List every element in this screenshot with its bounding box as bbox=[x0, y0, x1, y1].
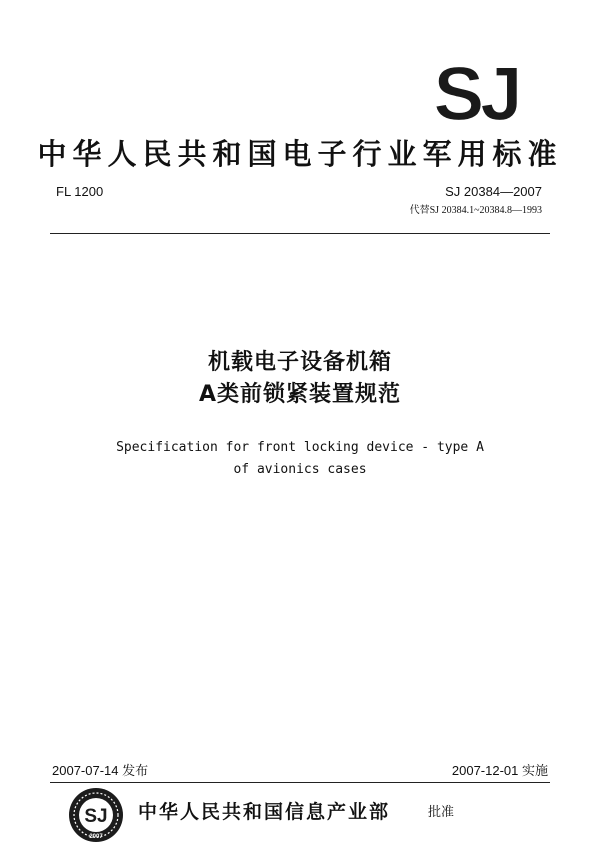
approval-label: 批准 bbox=[428, 805, 455, 820]
sj-logo-icon bbox=[428, 60, 524, 126]
standard-number: SJ 20384—2007 bbox=[445, 184, 542, 199]
english-title-line-1: Specification for front locking device - type A bbox=[116, 440, 484, 455]
header-divider bbox=[50, 233, 550, 234]
chinese-title-line-1: 机载电子设备机箱 bbox=[207, 350, 392, 375]
footer-divider bbox=[50, 782, 550, 783]
issuing-ministry: 中华人民共和国信息产业部 bbox=[138, 801, 391, 823]
chinese-title-line-2: A类前锁紧装置规范 bbox=[198, 382, 402, 407]
implementation-date: 2007-12-01 实施 bbox=[451, 763, 548, 778]
replaces-standard: 代替SJ 20384.1~20384.8—1993 bbox=[409, 205, 542, 216]
seal-text: SJ bbox=[84, 806, 108, 827]
issue-date: 2007-07-14 发布 bbox=[52, 763, 149, 778]
ministry-seal-icon bbox=[67, 786, 125, 844]
standard-category-title: 中华人民共和国电子行业军用标准 bbox=[37, 137, 563, 171]
english-title-line-2: of avionics cases bbox=[233, 462, 367, 477]
seal-year: 2007 bbox=[89, 834, 103, 840]
classification-code: FL 1200 bbox=[56, 184, 104, 199]
sj-logo-text: SJ bbox=[433, 60, 519, 126]
